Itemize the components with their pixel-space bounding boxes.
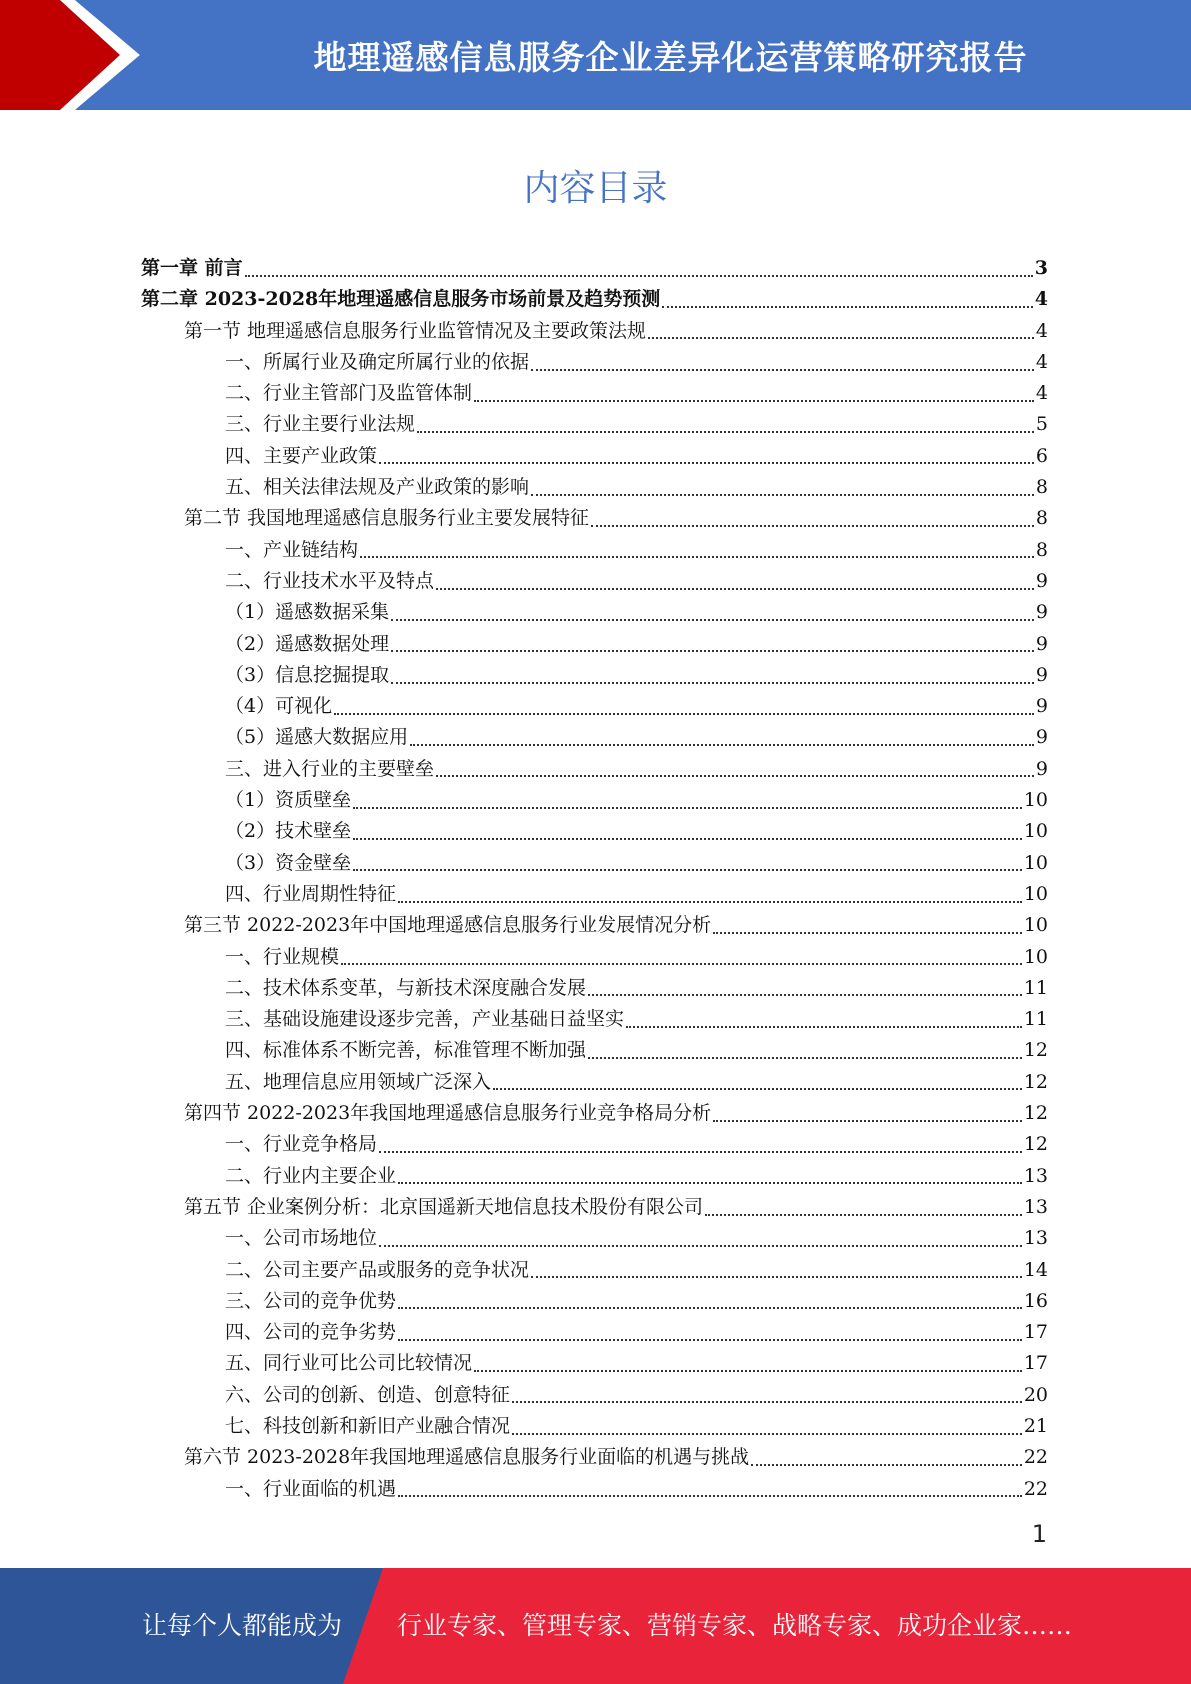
toc-entry-label: 第三节 2022-2023年中国地理遥感信息服务行业发展情况分析 bbox=[184, 914, 712, 937]
toc-entry-label: 三、行业主要行业法规 bbox=[225, 413, 416, 436]
toc-entry[interactable] bbox=[141, 347, 1048, 378]
toc-entry-page: 11 bbox=[1023, 976, 1048, 999]
toc-entry-page: 3 bbox=[1034, 257, 1048, 279]
toc-entry-label: （2）遥感数据处理 bbox=[225, 632, 390, 655]
table-of-contents bbox=[141, 253, 1048, 1505]
toc-entry-label: （1）资质壁垒 bbox=[225, 789, 352, 812]
toc-dot-leader bbox=[531, 369, 1034, 371]
footer-slogan-left: 让每个人都能成为 bbox=[142, 1611, 343, 1640]
toc-dot-leader bbox=[398, 1495, 1022, 1497]
toc-entry-page: 21 bbox=[1023, 1414, 1048, 1437]
toc-entry[interactable] bbox=[141, 472, 1048, 503]
toc-entry[interactable] bbox=[141, 409, 1048, 440]
toc-entry[interactable] bbox=[141, 848, 1048, 879]
toc-entry[interactable] bbox=[141, 1035, 1048, 1066]
toc-dot-leader bbox=[588, 994, 1022, 996]
toc-entry-page: 4 bbox=[1035, 350, 1048, 373]
toc-entry-label: 一、行业竞争格局 bbox=[225, 1133, 378, 1156]
toc-entry[interactable] bbox=[141, 441, 1048, 472]
toc-entry-page: 22 bbox=[1023, 1446, 1048, 1469]
toc-entry[interactable] bbox=[141, 253, 1048, 284]
toc-entry[interactable] bbox=[141, 1161, 1048, 1192]
toc-dot-leader bbox=[588, 1057, 1022, 1059]
toc-entry-page: 12 bbox=[1023, 1133, 1048, 1156]
toc-dot-leader bbox=[341, 963, 1022, 965]
toc-entry-page: 13 bbox=[1023, 1195, 1048, 1218]
toc-entry[interactable] bbox=[141, 942, 1048, 973]
toc-dot-leader bbox=[591, 525, 1034, 527]
toc-entry-page: 13 bbox=[1023, 1164, 1048, 1187]
toc-entry[interactable] bbox=[141, 597, 1048, 628]
toc-entry[interactable] bbox=[141, 1348, 1048, 1379]
toc-entry[interactable] bbox=[141, 1442, 1048, 1473]
toc-dot-leader bbox=[626, 1026, 1022, 1028]
toc-entry-label: 一、公司市场地位 bbox=[225, 1227, 378, 1250]
toc-entry-label: 三、公司的竞争优势 bbox=[225, 1289, 397, 1312]
toc-entry[interactable] bbox=[141, 284, 1048, 315]
toc-dot-leader bbox=[493, 1088, 1022, 1090]
toc-entry-label: 第二节 我国地理遥感信息服务行业主要发展特征 bbox=[184, 507, 590, 530]
toc-entry-label: 第一节 地理遥感信息服务行业监管情况及主要政策法规 bbox=[184, 319, 647, 342]
toc-entry-label: （2）技术壁垒 bbox=[225, 820, 352, 843]
toc-entry-page: 22 bbox=[1023, 1477, 1048, 1500]
toc-dot-leader bbox=[353, 838, 1022, 840]
toc-entry[interactable] bbox=[141, 1286, 1048, 1317]
toc-entry[interactable] bbox=[141, 316, 1048, 347]
toc-entry-label: 四、标准体系不断完善，标准管理不断加强 bbox=[225, 1039, 587, 1062]
toc-entry-label: 一、产业链结构 bbox=[225, 538, 359, 561]
toc-entry-page: 9 bbox=[1035, 601, 1048, 624]
toc-entry[interactable] bbox=[141, 973, 1048, 1004]
toc-entry-page: 17 bbox=[1023, 1321, 1048, 1344]
header-banner bbox=[0, 0, 1191, 110]
toc-dot-leader bbox=[398, 901, 1022, 903]
toc-entry-page: 9 bbox=[1035, 569, 1048, 592]
toc-dot-leader bbox=[334, 713, 1034, 715]
toc-entry-page: 12 bbox=[1023, 1070, 1048, 1093]
toc-entry-page: 9 bbox=[1035, 695, 1048, 718]
toc-entry-label: （3）资金壁垒 bbox=[225, 851, 352, 874]
toc-entry-label: 七、科技创新和新旧产业融合情况 bbox=[225, 1414, 511, 1437]
toc-dot-leader bbox=[705, 1214, 1022, 1216]
toc-dot-leader bbox=[417, 431, 1034, 433]
toc-dot-leader bbox=[353, 807, 1022, 809]
toc-entry-label: 二、公司主要产品或服务的竞争状况 bbox=[225, 1258, 530, 1281]
toc-dot-leader bbox=[353, 869, 1022, 871]
toc-entry[interactable] bbox=[141, 1067, 1048, 1098]
toc-entry-label: 五、地理信息应用领域广泛深入 bbox=[225, 1070, 492, 1093]
toc-entry-label: 一、行业面临的机遇 bbox=[225, 1477, 397, 1500]
toc-dot-leader bbox=[379, 462, 1034, 464]
footer-banner bbox=[0, 1568, 1191, 1684]
page-number: 1 bbox=[1031, 1520, 1047, 1548]
toc-dot-leader bbox=[398, 1339, 1022, 1341]
toc-entry[interactable] bbox=[141, 629, 1048, 660]
toc-entry-label: 四、主要产业政策 bbox=[225, 444, 378, 467]
toc-entry-page: 12 bbox=[1023, 1102, 1048, 1125]
toc-entry[interactable] bbox=[141, 879, 1048, 910]
toc-entry-page: 12 bbox=[1023, 1039, 1048, 1062]
toc-entry-label: 一、所属行业及确定所属行业的依据 bbox=[225, 350, 530, 373]
toc-entry-label: 第四节 2022-2023年我国地理遥感信息服务行业竞争格局分析 bbox=[184, 1102, 712, 1125]
toc-entry-page: 9 bbox=[1035, 632, 1048, 655]
toc-dot-leader bbox=[751, 1464, 1022, 1466]
toc-dot-leader bbox=[410, 744, 1034, 746]
toc-dot-leader bbox=[379, 1151, 1022, 1153]
toc-entry-label: 五、相关法律法规及产业政策的影响 bbox=[225, 476, 530, 499]
toc-entry-page: 9 bbox=[1035, 726, 1048, 749]
toc-entry-label: 二、行业内主要企业 bbox=[225, 1164, 397, 1187]
toc-dot-leader bbox=[531, 494, 1034, 496]
toc-entry[interactable] bbox=[141, 785, 1048, 816]
toc-entry-label: 二、行业技术水平及特点 bbox=[225, 569, 435, 592]
toc-dot-leader bbox=[360, 556, 1034, 558]
toc-entry[interactable] bbox=[141, 1098, 1048, 1129]
toc-entry-page: 8 bbox=[1035, 538, 1048, 561]
toc-entry-page: 10 bbox=[1023, 789, 1048, 812]
toc-entry-page: 11 bbox=[1023, 1008, 1048, 1031]
toc-dot-leader bbox=[648, 337, 1034, 339]
toc-entry[interactable] bbox=[141, 535, 1048, 566]
toc-dot-leader bbox=[436, 775, 1034, 777]
toc-entry-label: 二、技术体系变革，与新技术深度融合发展 bbox=[225, 976, 587, 999]
toc-entry-label: （5）遥感大数据应用 bbox=[225, 726, 409, 749]
toc-dot-leader bbox=[391, 682, 1034, 684]
toc-entry-page: 9 bbox=[1035, 757, 1048, 780]
toc-entry[interactable] bbox=[141, 503, 1048, 534]
toc-title: 内容目录 bbox=[523, 168, 668, 209]
toc-dot-leader bbox=[713, 932, 1022, 934]
toc-entry[interactable] bbox=[141, 1474, 1048, 1505]
toc-entry[interactable] bbox=[141, 1192, 1048, 1223]
header-arrow-decoration bbox=[0, 0, 150, 110]
toc-dot-leader bbox=[398, 1182, 1022, 1184]
toc-entry[interactable] bbox=[141, 1223, 1048, 1254]
toc-entry-label: 第一章 前言 bbox=[141, 257, 243, 279]
toc-entry-label: 三、进入行业的主要壁垒 bbox=[225, 757, 435, 780]
toc-entry-label: 五、同行业可比公司比较情况 bbox=[225, 1352, 473, 1375]
toc-dot-leader bbox=[474, 1370, 1022, 1372]
toc-entry-label: 第六节 2023-2028年我国地理遥感信息服务行业面临的机遇与挑战 bbox=[184, 1446, 750, 1469]
toc-entry-page: 10 bbox=[1023, 945, 1048, 968]
footer-slogan-right: 行业专家、管理专家、营销专家、战略专家、成功企业家…… bbox=[397, 1611, 1073, 1640]
toc-entry-label: 第二章 2023-2028年地理遥感信息服务市场前景及趋势预测 bbox=[141, 288, 661, 311]
toc-dot-leader bbox=[662, 306, 1033, 308]
toc-entry[interactable] bbox=[141, 1317, 1048, 1348]
toc-entry-label: （4）可视化 bbox=[225, 695, 333, 718]
toc-entry-label: 六、公司的创新、创造、创意特征 bbox=[225, 1383, 511, 1406]
toc-entry-page: 16 bbox=[1023, 1289, 1048, 1312]
toc-entry-label: 三、基础设施建设逐步完善，产业基础日益坚实 bbox=[225, 1008, 625, 1031]
toc-entry-page: 10 bbox=[1023, 820, 1048, 843]
toc-dot-leader bbox=[398, 1307, 1022, 1309]
toc-entry-label: （1）遥感数据采集 bbox=[225, 601, 390, 624]
toc-entry-page: 8 bbox=[1035, 507, 1048, 530]
toc-entry-page: 10 bbox=[1023, 851, 1048, 874]
toc-entry-label: 二、行业主管部门及监管体制 bbox=[225, 382, 473, 405]
toc-dot-leader bbox=[474, 400, 1034, 402]
toc-entry-page: 20 bbox=[1023, 1383, 1048, 1406]
toc-dot-leader bbox=[379, 1245, 1022, 1247]
toc-dot-leader bbox=[436, 588, 1034, 590]
toc-entry-label: 第五节 企业案例分析：北京国遥新天地信息技术股份有限公司 bbox=[184, 1195, 704, 1218]
report-title: 地理遥感信息服务企业差异化运营策略研究报告 bbox=[313, 37, 1028, 77]
toc-entry[interactable] bbox=[141, 566, 1048, 597]
toc-entry-label: 一、行业规模 bbox=[225, 945, 340, 968]
toc-entry-page: 10 bbox=[1023, 914, 1048, 937]
toc-entry[interactable] bbox=[141, 1129, 1048, 1160]
toc-entry[interactable] bbox=[141, 722, 1048, 753]
toc-dot-leader bbox=[531, 1276, 1022, 1278]
toc-entry[interactable] bbox=[141, 691, 1048, 722]
toc-entry-page: 6 bbox=[1035, 444, 1048, 467]
toc-entry[interactable] bbox=[141, 754, 1048, 785]
toc-entry[interactable] bbox=[141, 1255, 1048, 1286]
toc-entry[interactable] bbox=[141, 1411, 1048, 1442]
toc-entry-page: 10 bbox=[1023, 882, 1048, 905]
toc-entry-page: 5 bbox=[1035, 413, 1048, 436]
toc-entry[interactable] bbox=[141, 816, 1048, 847]
toc-entry-page: 9 bbox=[1035, 663, 1048, 686]
toc-dot-leader bbox=[713, 1120, 1022, 1122]
toc-dot-leader bbox=[391, 619, 1034, 621]
toc-entry-page: 4 bbox=[1035, 319, 1048, 342]
toc-entry-page: 8 bbox=[1035, 476, 1048, 499]
toc-entry[interactable] bbox=[141, 1004, 1048, 1035]
toc-dot-leader bbox=[245, 275, 1033, 277]
toc-entry-page: 14 bbox=[1023, 1258, 1048, 1281]
toc-dot-leader bbox=[512, 1401, 1022, 1403]
toc-entry-page: 13 bbox=[1023, 1227, 1048, 1250]
toc-entry[interactable] bbox=[141, 1380, 1048, 1411]
toc-entry-page: 4 bbox=[1035, 382, 1048, 405]
toc-entry[interactable] bbox=[141, 378, 1048, 409]
toc-entry-page: 17 bbox=[1023, 1352, 1048, 1375]
toc-entry-label: 四、公司的竞争劣势 bbox=[225, 1321, 397, 1344]
toc-entry[interactable] bbox=[141, 910, 1048, 941]
toc-entry-label: 四、行业周期性特征 bbox=[225, 882, 397, 905]
toc-entry-page: 4 bbox=[1034, 288, 1048, 311]
toc-dot-leader bbox=[391, 650, 1034, 652]
toc-dot-leader bbox=[512, 1433, 1022, 1435]
toc-entry[interactable] bbox=[141, 660, 1048, 691]
toc-entry-label: （3）信息挖掘提取 bbox=[225, 663, 390, 686]
